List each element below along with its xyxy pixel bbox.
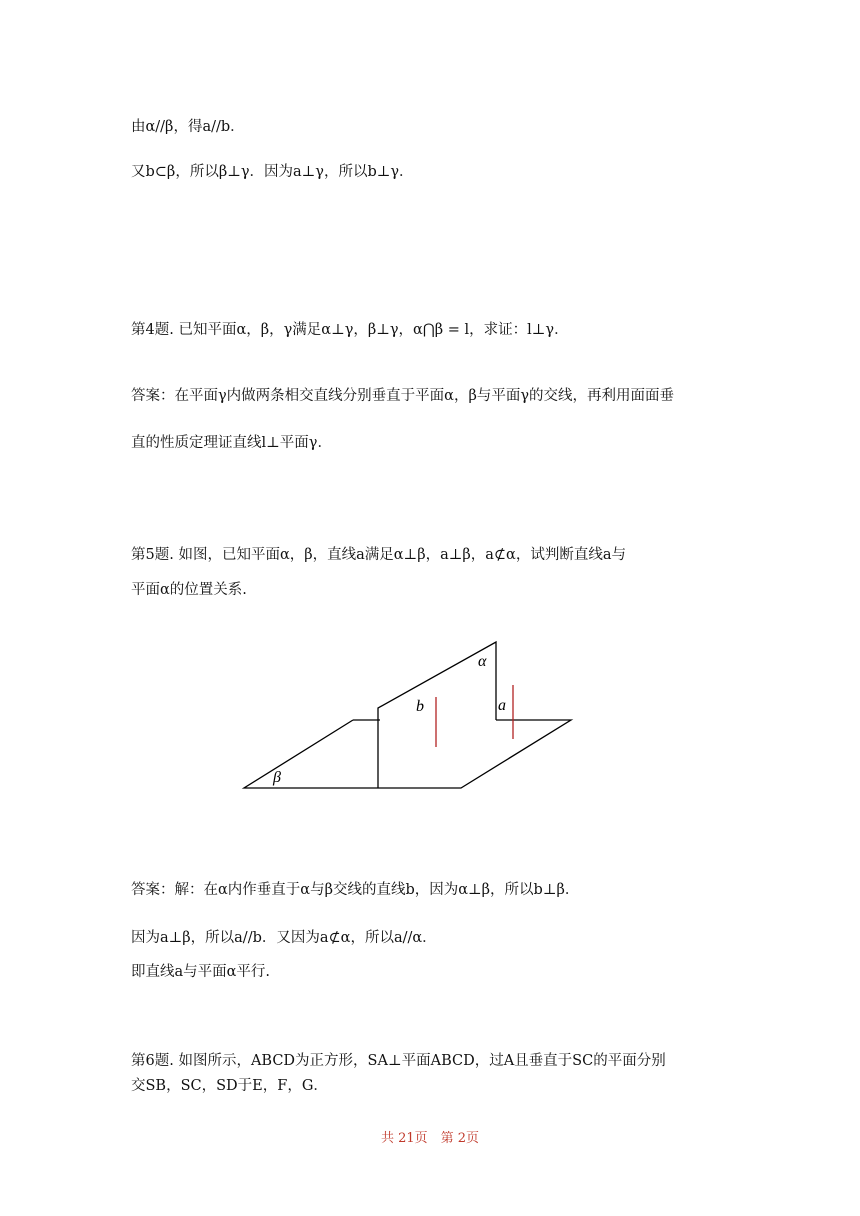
text-line-1: 由α//β，得a//b．	[131, 119, 245, 135]
text-line-2: 又b⊂β，所以β⊥γ．因为a⊥γ，所以b⊥γ．	[131, 164, 414, 180]
problem-5-line-2: 平面α的位置关系.	[131, 582, 247, 598]
plane-beta-right	[378, 720, 571, 788]
problem-6-line-2: 交SB，SC，SD于E，F，G．	[131, 1078, 328, 1094]
label-a: a	[498, 697, 506, 714]
answer-5-line-1: 答案：解：在α内作垂直于α与β交线的直线b，因为α⊥β，所以b⊥β．	[131, 882, 580, 898]
diagram-lines	[244, 642, 571, 788]
page-footer: 共 21页 第 2页	[380, 1131, 480, 1146]
label-b: b	[416, 698, 424, 715]
plane-diagram	[230, 630, 590, 810]
answer-5-line-2: 因为a⊥β，所以a//b．又因为a⊄α，所以a//α．	[131, 930, 437, 946]
label-alpha: α	[478, 653, 487, 670]
answer-5-line-3: 即直线a与平面α平行.	[131, 964, 271, 980]
label-beta: β	[273, 769, 281, 786]
problem-6-line-1: 第6题. 如图所示，ABCD为正方形，SA⊥平面ABCD，过A且垂直于SC的平面分别	[131, 1053, 666, 1069]
problem-5-line-1: 第5题. 如图，已知平面α，β，直线a满足α⊥β，a⊥β，a⊄α，试判断直线a与	[131, 547, 626, 563]
plane-beta-left-edge	[244, 720, 378, 788]
answer-4-line-2: 直的性质定理证直线l⊥平面γ．	[131, 435, 332, 451]
problem-4-title: 第4题. 已知平面α，β，γ满足α⊥γ，β⊥γ，α⋂β = l，求证：l⊥γ．	[131, 322, 569, 338]
red-lines	[436, 685, 513, 747]
answer-4-line-1: 答案：在平面γ内做两条相交直线分别垂直于平面α，β与平面γ的交线，再利用面面垂	[131, 388, 675, 404]
